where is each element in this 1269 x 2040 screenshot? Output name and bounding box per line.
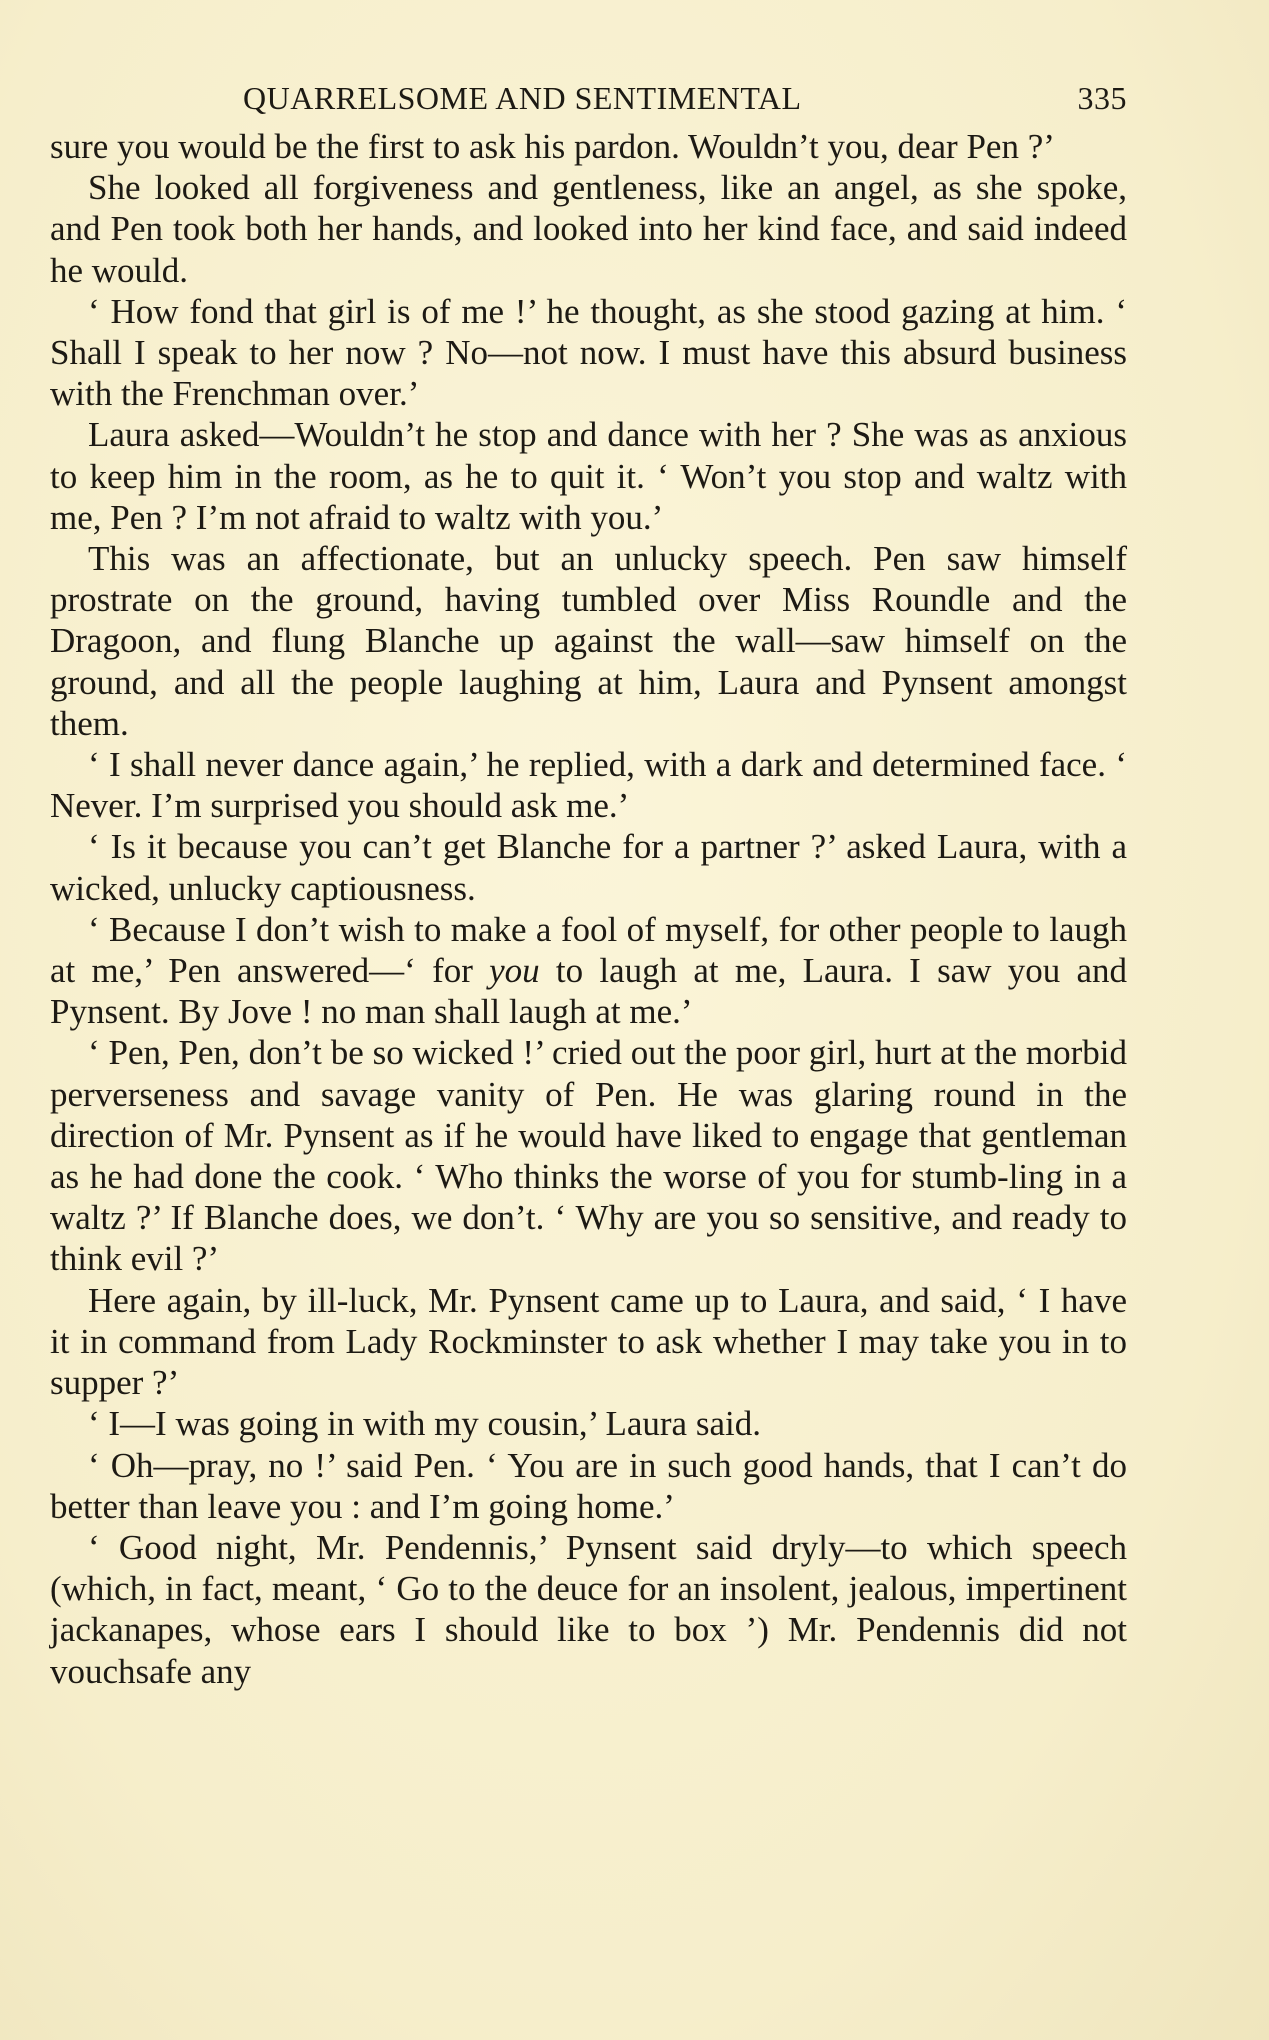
text-run: to laugh at me, Laura. I saw you and Pynsent. By Jove ! no man shall laugh at me.’ <box>50 951 1127 1032</box>
running-title: QUARRELSOME AND SENTIMENTAL <box>243 80 802 116</box>
paragraph: sure you would be the first to ask his pardon. Wouldn’t you, dear Pen ?’ <box>50 127 1055 166</box>
paragraph: ‘ How fond that girl is of me !’ he thought, as she stood gazing at him. ‘ Shall I speak to her now ? No—not now. I must have this absurd business with the Frenchman over.’ <box>50 291 1127 414</box>
paragraph: ‘ I—I was going in with my cousin,’ Laura said. <box>88 1404 761 1444</box>
paragraph <box>50 909 1127 1033</box>
paragraph: ‘ Is it because you can’t get Blanche for a partner ?’ asked Laura, with a wicked, unlucky captiousness. <box>50 827 1127 908</box>
paragraph: ‘ I shall never dance again,’ he replied, with a dark and determined face. ‘ Never. I’m surprised you should ask me.’ <box>50 745 1127 826</box>
body-text <box>50 126 1127 1692</box>
paragraph: ‘ Good night, Mr. Pendennis,’ Pynsent said dryly—to which speech (which, in fact, meant, ‘ Go to the deuce for an insolent, jealous, impertinent jackanapes, whose ears I should like to box ’) Mr. Pendennis did not vouchsafe any <box>50 1527 1127 1691</box>
running-header <box>50 80 1127 122</box>
paragraph: Laura asked—Wouldn’t he stop and dance with her ? She was as anxious to keep him in the room, as he to quit it. ‘ Won’t you stop and waltz with me, Pen ? I’m not afraid to waltz with you.’ <box>50 415 1127 537</box>
paragraph: ‘ Pen, Pen, don’t be so wicked !’ cried out the poor girl, hurt at the morbid perverseness and savage vanity of Pen. He was glaring round in the direction of Mr. Pynsent as if he would have liked to engage that gentleman as he had done the cook. ‘ Who thinks the worse of you for stumb-ling in a waltz ?’ If Blanche does, we don’t. ‘ Why are you so sensitive, and ready to think evil ?’ <box>50 1033 1127 1279</box>
paragraph: ‘ Oh—pray, no !’ said Pen. ‘ You are in such good hands, that I can’t do better than leave you : and I’m going home.’ <box>50 1445 1127 1526</box>
paragraph: This was an affectionate, but an unlucky speech. Pen saw himself prostrate on the ground, having tumbled over Miss Roundle and the Dragoon, and flung Blanche up against the wall—saw himself on the ground, and all the people laughing at him, Laura and Pynsent amongst them. <box>50 539 1127 743</box>
paragraph: She looked all forgiveness and gentleness, like an angel, as she spoke, and Pen took both her hands, and looked into her kind face, and said indeed he would. <box>50 168 1127 290</box>
emphasis: you <box>489 951 540 991</box>
paragraph: Here again, by ill-luck, Mr. Pynsent came up to Laura, and said, ‘ I have it in command from Lady Rockminster to ask whether I may take you in to supper ?’ <box>50 1280 1127 1403</box>
page-number: 335 <box>1077 80 1127 116</box>
text-run: ‘ Because I don’t wish to make a fool of myself, for other people to laugh at me,’ Pen answered—‘ for <box>50 909 1127 991</box>
